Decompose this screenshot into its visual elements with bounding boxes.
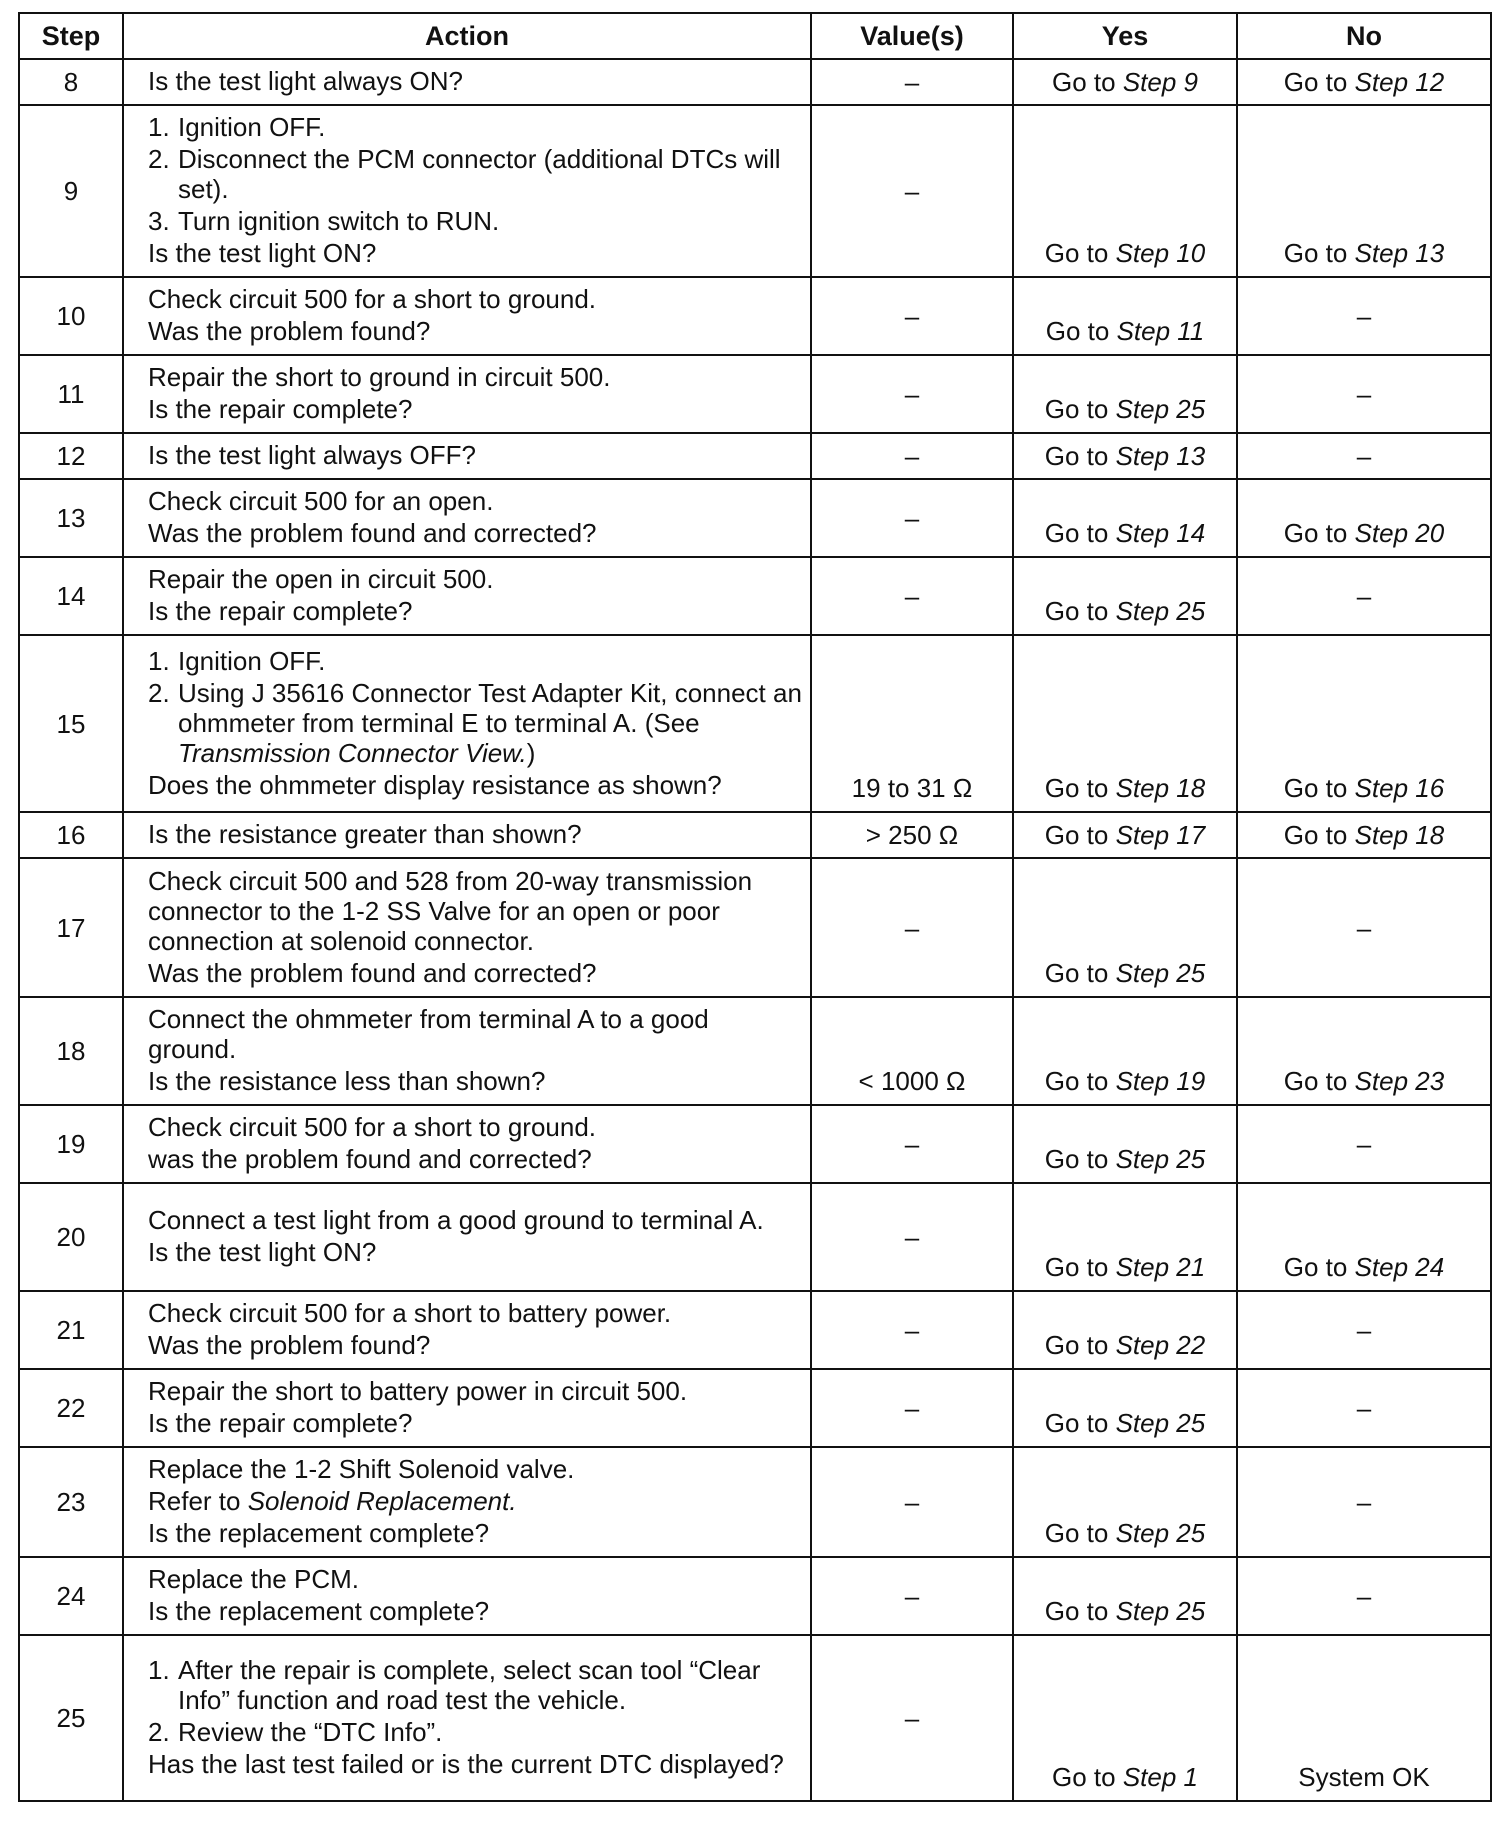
yes-step-ref: Step 13 <box>1115 441 1206 471</box>
action-question: Is the test light ON? <box>148 238 377 268</box>
step-number: 15 <box>19 635 123 812</box>
header-yes: Yes <box>1013 13 1237 59</box>
action-text: Check circuit 500 for a short to ground. <box>148 1112 597 1142</box>
action-cell <box>123 1291 811 1369</box>
value-cell: 19 to 31 Ω <box>811 635 1013 812</box>
no-step-ref: Step 18 <box>1354 820 1445 850</box>
action-question: Does the ohmmeter display resistance as shown? <box>148 769 722 800</box>
table-row <box>19 277 1491 355</box>
action-text: Repair the open in circuit 500. <box>148 564 494 594</box>
action-question: Is the test light always ON? <box>148 66 464 96</box>
action-cell <box>123 812 811 858</box>
no-cell: Go to Step 16 <box>1237 635 1491 812</box>
table-row <box>19 635 1491 812</box>
action-question: Has the last test failed or is the current DTC displayed? <box>148 1749 784 1779</box>
value-cell: – <box>811 1105 1013 1183</box>
action-text: Check circuit 500 for a short to battery power. <box>148 1298 672 1328</box>
no-cell: – <box>1237 557 1491 635</box>
yes-cell: Go to Step 18 <box>1013 635 1237 812</box>
action-question: Is the replacement complete? <box>148 1518 490 1548</box>
value-cell: > 250 Ω <box>811 812 1013 858</box>
yes-cell: Go to Step 10 <box>1013 105 1237 277</box>
action-text: Check circuit 500 for a short to ground. <box>148 284 597 314</box>
action-cell <box>123 997 811 1105</box>
yes-cell: Go to Step 21 <box>1013 1183 1237 1291</box>
table-row <box>19 1183 1491 1291</box>
no-cell: Go to Step 18 <box>1237 812 1491 858</box>
action-cell <box>123 277 811 355</box>
diagnostic-table <box>18 12 1492 1802</box>
action-cell <box>123 1183 811 1291</box>
no-cell: Go to Step 12 <box>1237 59 1491 105</box>
yes-step-ref: Step 14 <box>1115 518 1206 548</box>
no-step-ref: Step 24 <box>1354 1252 1445 1282</box>
step-number: 12 <box>19 433 123 479</box>
action-question: Was the problem found? <box>148 1330 431 1360</box>
list-item: 1. Ignition OFF. <box>148 645 326 676</box>
value-cell: – <box>811 1447 1013 1557</box>
action-cell <box>123 1369 811 1447</box>
header-values: Value(s) <box>811 13 1013 59</box>
value-cell: – <box>811 433 1013 479</box>
step-number: 19 <box>19 1105 123 1183</box>
list-item: 2. Using J 35616 Connector Test Adapter Kit, connect an ohmmeter from terminal E to terminal A. (See Transmission Connector View.) <box>148 677 802 768</box>
yes-cell: Go to Step 25 <box>1013 1369 1237 1447</box>
action-text: Connect the ohmmeter from terminal A to a good ground. <box>148 1004 709 1064</box>
step-number: 21 <box>19 1291 123 1369</box>
value-cell: – <box>811 1183 1013 1291</box>
step-number: 23 <box>19 1447 123 1557</box>
yes-cell: Go to Step 13 <box>1013 433 1237 479</box>
yes-step-ref: Step 1 <box>1122 1762 1198 1792</box>
list-item: 1. After the repair is complete, select scan tool “Clear Info” function and road test the vehicle. <box>148 1655 761 1715</box>
yes-cell: Go to Step 1 <box>1013 1635 1237 1801</box>
table-row <box>19 812 1491 858</box>
yes-step-ref: Step 25 <box>1115 1408 1206 1438</box>
action-cell <box>123 355 811 433</box>
step-number: 14 <box>19 557 123 635</box>
yes-step-ref: Step 25 <box>1115 596 1206 626</box>
no-step-ref: Step 20 <box>1354 518 1445 548</box>
no-cell: – <box>1237 1447 1491 1557</box>
step-number: 25 <box>19 1635 123 1801</box>
step-number: 13 <box>19 479 123 557</box>
yes-cell: Go to Step 25 <box>1013 858 1237 997</box>
table-row <box>19 433 1491 479</box>
step-number: 16 <box>19 812 123 858</box>
table-row <box>19 997 1491 1105</box>
action-text: Repair the short to battery power in circuit 500. <box>148 1376 688 1406</box>
yes-cell: Go to Step 25 <box>1013 557 1237 635</box>
reference-link-text: Solenoid Replacement. <box>247 1486 517 1516</box>
no-cell: – <box>1237 1291 1491 1369</box>
action-reference: Refer to Solenoid Replacement. <box>148 1486 517 1516</box>
yes-step-ref: Step 25 <box>1115 958 1206 988</box>
table-row <box>19 1291 1491 1369</box>
action-cell <box>123 858 811 997</box>
action-cell <box>123 1557 811 1635</box>
yes-cell: Go to Step 19 <box>1013 997 1237 1105</box>
step-number: 8 <box>19 59 123 105</box>
yes-step-ref: Step 25 <box>1115 1518 1206 1548</box>
action-cell <box>123 635 811 812</box>
yes-cell: Go to Step 9 <box>1013 59 1237 105</box>
action-question: Is the repair complete? <box>148 394 413 424</box>
no-cell: – <box>1237 1557 1491 1635</box>
action-question: Was the problem found? <box>148 316 431 346</box>
yes-step-ref: Step 25 <box>1115 1144 1206 1174</box>
yes-cell: Go to Step 25 <box>1013 1105 1237 1183</box>
yes-cell: Go to Step 25 <box>1013 1557 1237 1635</box>
no-cell: – <box>1237 277 1491 355</box>
no-cell: Go to Step 20 <box>1237 479 1491 557</box>
list-item: 2. Review the “DTC Info”. <box>148 1717 443 1747</box>
no-cell: – <box>1237 433 1491 479</box>
yes-step-ref: Step 21 <box>1115 1252 1206 1282</box>
no-cell: Go to Step 23 <box>1237 997 1491 1105</box>
no-cell: – <box>1237 355 1491 433</box>
table-row <box>19 479 1491 557</box>
yes-step-ref: Step 11 <box>1116 316 1205 346</box>
reference-link-text: Transmission Connector View. <box>178 737 527 768</box>
yes-cell: Go to Step 22 <box>1013 1291 1237 1369</box>
step-number: 20 <box>19 1183 123 1291</box>
action-cell <box>123 1635 811 1801</box>
table-row <box>19 105 1491 277</box>
yes-step-ref: Step 10 <box>1115 238 1206 268</box>
table-row <box>19 1105 1491 1183</box>
table-row <box>19 1369 1491 1447</box>
action-question: Is the resistance greater than shown? <box>148 819 582 849</box>
no-cell: – <box>1237 1369 1491 1447</box>
action-cell <box>123 1105 811 1183</box>
header-row <box>19 13 1491 59</box>
no-step-ref: Step 13 <box>1354 238 1445 268</box>
value-cell: – <box>811 1291 1013 1369</box>
value-cell: – <box>811 1635 1013 1801</box>
yes-step-ref: Step 22 <box>1115 1330 1206 1360</box>
action-cell <box>123 479 811 557</box>
yes-cell: Go to Step 17 <box>1013 812 1237 858</box>
yes-step-ref: Step 18 <box>1115 773 1206 803</box>
step-number: 17 <box>19 858 123 997</box>
no-step-ref: Step 12 <box>1354 67 1445 97</box>
table-row <box>19 1557 1491 1635</box>
yes-step-ref: Step 9 <box>1122 67 1198 97</box>
step-number: 9 <box>19 105 123 277</box>
yes-cell: Go to Step 11 <box>1013 277 1237 355</box>
action-question: was the problem found and corrected? <box>148 1144 592 1174</box>
no-step-ref: Step 23 <box>1354 1066 1445 1096</box>
step-number: 10 <box>19 277 123 355</box>
value-cell: – <box>811 277 1013 355</box>
action-question: Is the repair complete? <box>148 1408 413 1438</box>
step-number: 24 <box>19 1557 123 1635</box>
yes-cell: Go to Step 25 <box>1013 1447 1237 1557</box>
list-item: 1. Ignition OFF. <box>148 112 326 142</box>
table-row <box>19 355 1491 433</box>
no-cell: – <box>1237 1105 1491 1183</box>
list-item: 2. Disconnect the PCM connector (additional DTCs will set). <box>148 144 781 204</box>
action-text: Replace the 1-2 Shift Solenoid valve. <box>148 1454 575 1484</box>
table-row <box>19 858 1491 997</box>
action-question: Is the replacement complete? <box>148 1596 490 1626</box>
no-cell: Go to Step 13 <box>1237 105 1491 277</box>
table-row <box>19 1447 1491 1557</box>
action-cell <box>123 433 811 479</box>
diagnostic-table-page <box>18 12 1490 1802</box>
table-row <box>19 1635 1491 1801</box>
action-text: Repair the short to ground in circuit 500. <box>148 362 611 392</box>
yes-step-ref: Step 17 <box>1115 820 1206 850</box>
header-action: Action <box>123 13 811 59</box>
value-cell: – <box>811 105 1013 277</box>
table-row <box>19 59 1491 105</box>
step-number: 11 <box>19 355 123 433</box>
step-number: 22 <box>19 1369 123 1447</box>
action-cell <box>123 105 811 277</box>
yes-cell: Go to Step 25 <box>1013 355 1237 433</box>
yes-step-ref: Step 25 <box>1115 1596 1206 1626</box>
yes-step-ref: Step 25 <box>1115 394 1206 424</box>
no-cell: Go to Step 24 <box>1237 1183 1491 1291</box>
action-cell <box>123 557 811 635</box>
value-cell: – <box>811 557 1013 635</box>
value-cell: – <box>811 1369 1013 1447</box>
value-cell: – <box>811 59 1013 105</box>
yes-cell: Go to Step 14 <box>1013 479 1237 557</box>
header-step: Step <box>19 13 123 59</box>
action-cell <box>123 1447 811 1557</box>
action-question: Was the problem found and corrected? <box>148 518 597 548</box>
action-question: Is the test light always OFF? <box>148 440 477 470</box>
step-number: 18 <box>19 997 123 1105</box>
value-cell: – <box>811 355 1013 433</box>
action-question: Is the resistance less than shown? <box>148 1066 546 1096</box>
list-item: 3. Turn ignition switch to RUN. <box>148 206 500 236</box>
no-cell: – <box>1237 858 1491 997</box>
action-text: Replace the PCM. <box>148 1564 359 1594</box>
action-question: Is the repair complete? <box>148 596 413 626</box>
value-cell: < 1000 Ω <box>811 997 1013 1105</box>
action-text: Check circuit 500 and 528 from 20-way transmission connector to the 1-2 SS Valve for an open or poor connection at solenoid connector. <box>148 865 753 956</box>
no-step-ref: Step 16 <box>1354 773 1445 803</box>
value-cell: – <box>811 858 1013 997</box>
header-no: No <box>1237 13 1491 59</box>
value-cell: – <box>811 1557 1013 1635</box>
action-cell <box>123 59 811 105</box>
yes-step-ref: Step 19 <box>1115 1066 1206 1096</box>
action-text: Connect a test light from a good ground to terminal A. <box>148 1205 764 1235</box>
table-row <box>19 557 1491 635</box>
value-cell: – <box>811 479 1013 557</box>
no-cell: System OK <box>1237 1635 1491 1801</box>
action-question: Is the test light ON? <box>148 1237 377 1267</box>
action-text: Check circuit 500 for an open. <box>148 486 494 516</box>
action-question: Was the problem found and corrected? <box>148 957 597 988</box>
